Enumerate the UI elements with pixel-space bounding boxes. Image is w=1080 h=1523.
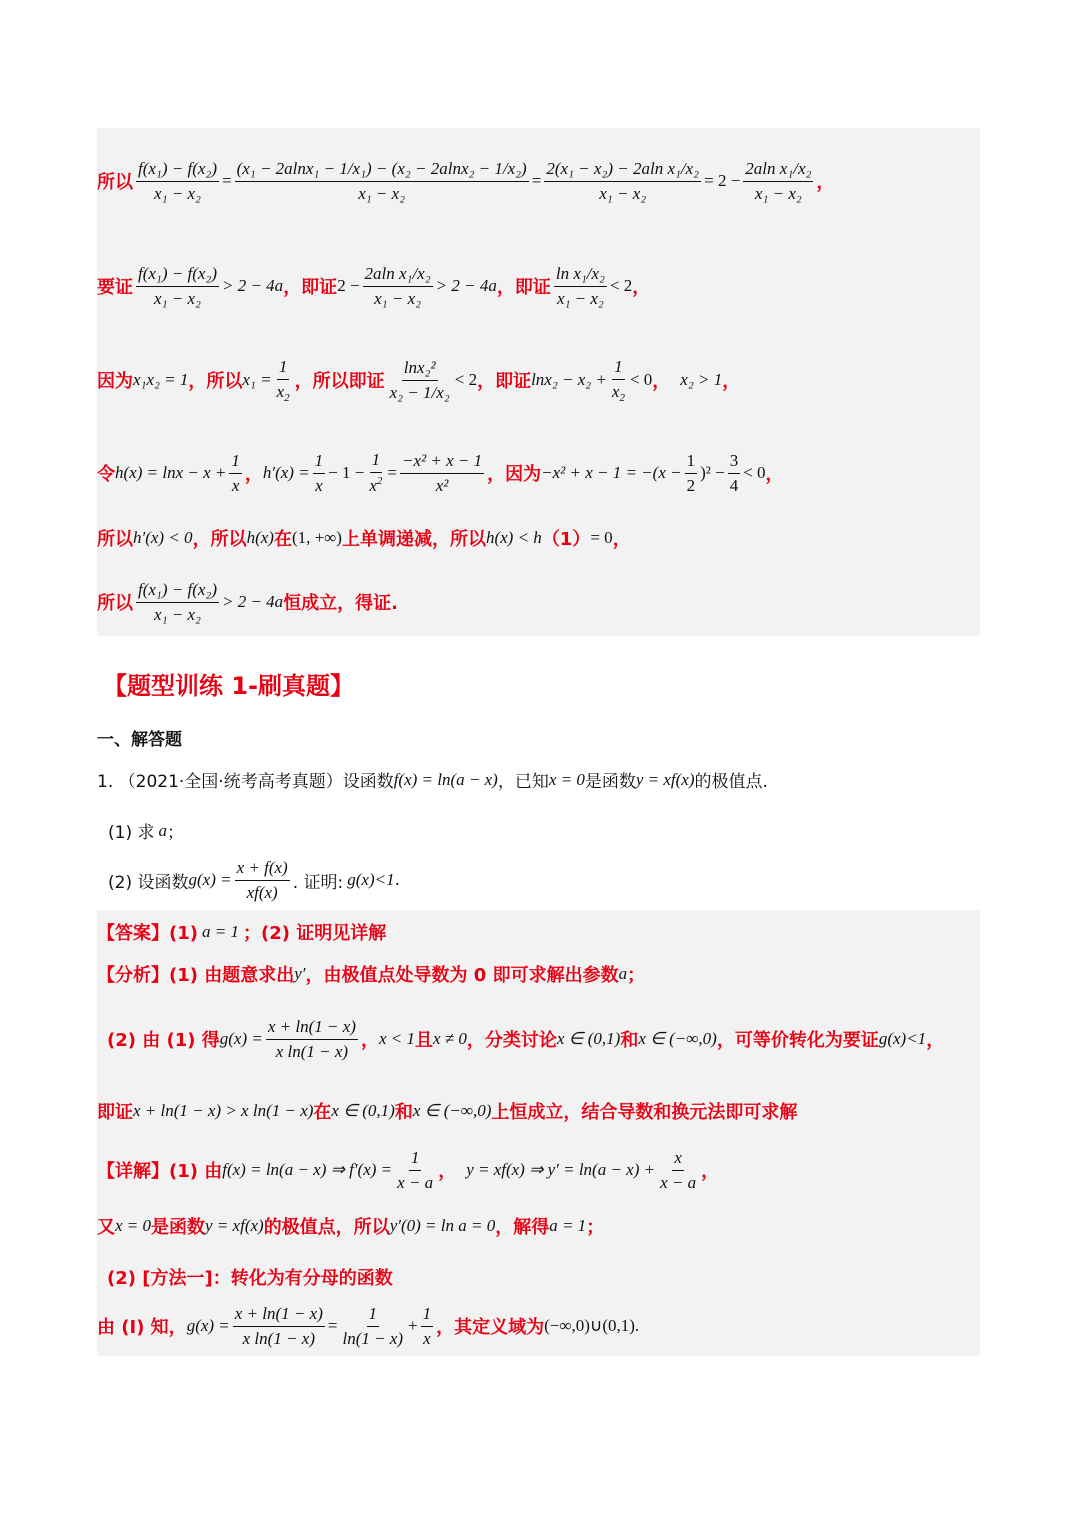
text-lead: 所以 (97, 172, 133, 193)
fraction: $\frac{1}{x^2}$ (369, 450, 383, 495)
fraction: $\frac{1}{x}$ (231, 450, 240, 495)
fraction-denominator: x₁ − x₂ (358, 183, 406, 203)
text: 令 (97, 464, 115, 485)
punct: ， (652, 371, 671, 392)
math-expr: < 0 (629, 370, 653, 389)
text: ，可等价转化为要证 (716, 1030, 879, 1051)
math-expr: < 2 (609, 276, 633, 295)
text: ，其定义域为 (436, 1317, 545, 1338)
text: ，因为 (487, 464, 542, 485)
answer-line (97, 914, 386, 950)
punct: ， (765, 464, 784, 485)
text: ，即证 (477, 371, 532, 392)
math-expr: + (408, 1316, 418, 1335)
text: ，已知 (497, 772, 549, 792)
fraction: $\frac{1}{x_2}$ (276, 356, 290, 404)
math-expr: h(x) (246, 528, 274, 547)
math-expr: > 2 − 4a (435, 276, 497, 295)
text: ； (586, 1217, 605, 1238)
math-expr: g(x)<1 (878, 1029, 927, 1048)
fraction-numerator: −x² + x − 1 (400, 451, 484, 474)
fraction-denominator: x (423, 1328, 431, 1348)
question-2 (108, 854, 400, 906)
math-expr: x₂ > 1 (680, 370, 723, 389)
fraction-denominator: x₁ − x₂ (374, 288, 422, 308)
question-1 (108, 818, 184, 843)
fraction-right (743, 159, 813, 204)
text: 在 (273, 529, 292, 550)
math-expr: > 2 − 4a (221, 592, 284, 611)
fraction-denominator: x − a (397, 1172, 434, 1192)
fraction (400, 451, 484, 496)
text: ，所以 (192, 529, 247, 550)
text: 在 (313, 1102, 332, 1123)
fraction (233, 1304, 325, 1349)
proof-line-1: 所以 $\frac{\text{f(x₁) − f(x₂)}}{\text{x₁ − x₂}}$ = $\frac{\text{(x₁ − 2alnx₁ − 1/x₁) − (x₂ − 2alnx₂ − 1/x₂)}}{\text{x₁ − x₂}}$ = $\frac{\text{2(x₁ − x₂) − 2aln x₁/x₂}}{\text{x₁ − x₂}}$ = 2 − $\frac{\text{2aln x₁/x₂}}{\text{x₁ − x₂}}$ ， (97, 158, 835, 203)
fraction (421, 1304, 434, 1349)
math-expr: . (634, 1316, 640, 1335)
text: 【分析】(1) 由题意求出 (97, 965, 295, 986)
fraction-denominator: x ln(1 − x) (242, 1328, 315, 1348)
text: 因为 (97, 371, 133, 392)
fraction-numerator: 2aln x₁/x₂ (743, 159, 813, 182)
text: ， (926, 1030, 945, 1051)
punct: ， (632, 277, 651, 298)
math-expr: < 2 (454, 370, 478, 389)
math-expr: < 0 (743, 463, 766, 482)
fraction: $\frac{1}{x_2}$ (611, 356, 625, 404)
math-expr: = 2 − (704, 171, 741, 190)
math-expr: x ∈ (0,1) (331, 1101, 395, 1120)
text: 的极值点，所以 (263, 1217, 390, 1238)
math-expr: (−∞,0)∪(0,1) (544, 1316, 635, 1335)
fraction-numerator: f(x₁) − f(x₂) (136, 580, 219, 603)
text: 1. （2021·全国·统考高考真题）设函数 (97, 772, 394, 792)
fraction-numerator: 2(x₁ − x₂) − 2aln x₁/x₂ (544, 159, 701, 182)
text: 和 (620, 1030, 639, 1051)
text: 由 (I) 知， (97, 1317, 187, 1338)
fraction: $\frac{3}{4}$ (729, 450, 739, 495)
math-expr: (1, +∞) (291, 528, 342, 547)
fraction-numerator: ln x₁/x₂ (554, 264, 607, 287)
text: 上单调递减，所以 (341, 529, 486, 550)
text: （1） (541, 529, 591, 550)
fraction-numerator: 1 (421, 1304, 434, 1327)
fraction-numerator: 1 (409, 1148, 422, 1171)
analysis-line-2 (107, 1008, 944, 1070)
text: 和 (394, 1102, 413, 1123)
math-expr: lnx₂ − x₂ + (531, 370, 607, 389)
math-expr: a = 1 (201, 922, 239, 941)
proof-line-2 (97, 240, 650, 332)
math-expr: g(x) = (219, 1029, 263, 1048)
text: 的极值点. (694, 772, 768, 792)
analysis-line-1 (97, 956, 645, 992)
fraction-numerator: lnx₂² (402, 358, 438, 381)
fraction-numerator: x + ln(1 − x) (266, 1017, 358, 1040)
math-expr: y′(0) = ln a = 0 (389, 1216, 496, 1235)
text: . (394, 870, 400, 890)
fraction-numerator: f(x₁) − f(x₂) (136, 264, 219, 287)
fraction-numerator: x + ln(1 − x) (233, 1304, 325, 1327)
proof-line-6 (97, 574, 398, 630)
text: ，即证 (283, 277, 338, 298)
fraction-numerator: (x₁ − 2alnx₁ − 1/x₁) − (x₂ − 2alnx₂ − 1/x₂) (235, 159, 529, 182)
text: ； (166, 823, 184, 843)
math-expr: h(x) = lnx − x + (115, 463, 227, 482)
punct: ， (722, 371, 741, 392)
detail-line-3 (97, 1300, 639, 1352)
fraction-denominator: x₁ − x₂ (754, 183, 802, 203)
math-expr: = 0 (590, 528, 613, 547)
fraction: $\frac{1}{x}$ (314, 450, 324, 495)
math-expr: = (327, 1316, 338, 1335)
proof-line-4: 令 h(x) = lnx − x + $\frac{1}{x}$ ， h′(x) = $\frac{1}{x}$ − 1 − $\frac{1}{x^2}$ = $\frac{\text{−x² + x − 1}}{\text{x²}}$ ，因为 −x² + x − 1 = −(x − $\frac{1}{2}$ )² − $\frac{3}{4}$ < 0 ， (97, 450, 784, 495)
math-expr: a (158, 820, 167, 840)
text: ， (360, 1030, 379, 1051)
math-expr: x < 1 (378, 1029, 415, 1048)
proof-line-5 (97, 520, 631, 556)
text: ，所以即证 (294, 371, 385, 392)
fraction-denominator: x₁ − x₂ (154, 604, 201, 624)
fraction (235, 858, 290, 903)
math-expr: − 1 − (328, 463, 365, 482)
math-expr: f(x) = ln(a − x) (393, 769, 498, 789)
proof-line-3 (97, 340, 740, 420)
fraction-lhs (136, 264, 219, 309)
math-expr: x₁ = (242, 370, 272, 389)
text: . 证明: (292, 872, 344, 893)
detail-line-1 (97, 1142, 719, 1198)
analysis-line-3 (97, 1093, 797, 1129)
fraction-lhs (136, 580, 219, 625)
fraction-denominator: x − a (660, 1172, 697, 1192)
fraction (658, 1148, 698, 1193)
fraction (395, 1148, 435, 1193)
math-expr: 2 − (337, 276, 360, 295)
text: 所以 (97, 529, 133, 550)
text: ； (627, 965, 646, 986)
math-expr: y = xf(x) (205, 1216, 264, 1235)
text: (2) 设函数 (108, 872, 189, 893)
math-expr: g(x) = (186, 1316, 230, 1335)
fraction (388, 358, 452, 403)
text: 且 (414, 1030, 433, 1051)
fraction-mid-2 (544, 159, 701, 204)
math-expr: y = xf(x) ⇒ y′ = ln(a − x) + (466, 1160, 656, 1179)
fraction-denominator: ln(1 − x) (342, 1328, 404, 1348)
math-expr: y′ (294, 964, 306, 983)
math-expr: x ∈ (−∞,0) (638, 1029, 717, 1048)
fraction-denominator: x₂ − 1/x₂ (389, 382, 450, 402)
math-expr: )² − (700, 463, 725, 482)
fraction-denominator: x₁ − x₂ (154, 183, 201, 203)
solution-block (97, 910, 980, 1356)
method-title (107, 1260, 393, 1294)
fraction-lhs (136, 159, 219, 204)
math-expr: x + ln(1 − x) > x ln(1 − x) (133, 1101, 314, 1120)
fraction-denominator: x² (435, 475, 449, 495)
math-expr: x₁x₂ = 1 (133, 370, 189, 389)
text: ，由极值点处导数为 0 即可求解出参数 (305, 965, 619, 986)
fraction (363, 264, 433, 309)
math-expr: y = xf(x) (635, 769, 695, 789)
fraction-numerator: 1 (367, 1304, 380, 1327)
fraction-mid-1 (235, 159, 529, 204)
math-expr: x = 0 (115, 1216, 152, 1235)
math-expr: f(x) = ln(a − x) ⇒ f′(x) = (222, 1160, 393, 1179)
math-expr: x ∈ (0,1) (556, 1029, 621, 1048)
text: 即证 (97, 1102, 133, 1123)
text: 上恒成立，结合导数和换元法即可求解 (491, 1102, 798, 1123)
text: 要证 (97, 277, 133, 298)
math-expr: g(x)<1 (347, 870, 395, 889)
text: 是函数 (151, 1217, 206, 1238)
fraction: $\frac{1}{2}$ (686, 450, 696, 495)
subsection-title: 一、解答题 (97, 730, 182, 750)
math-expr: > 2 − 4a (221, 276, 284, 295)
fraction (340, 1304, 405, 1349)
punct: ， (816, 172, 835, 193)
math-expr: x = 0 (548, 769, 585, 789)
fraction-numerator: f(x₁) − f(x₂) (136, 159, 219, 182)
math-expr: x ∈ (−∞,0) (412, 1101, 492, 1120)
section-heading: 【题型训练 1-刷真题】 (103, 672, 355, 700)
punct: ， (612, 529, 631, 550)
math-expr: −x² + x − 1 = −(x − (541, 463, 682, 482)
fraction-denominator: x₁ − x₂ (154, 288, 201, 308)
math-expr: x ≠ 0 (432, 1029, 467, 1048)
text: (2) [方法一]：转化为有分母的函数 (107, 1268, 393, 1289)
fraction-numerator: x + f(x) (235, 858, 290, 881)
text: 【详解】(1) 由 (97, 1161, 223, 1182)
fraction-denominator: x₁ − x₂ (556, 288, 604, 308)
text: ，解得 (495, 1217, 550, 1238)
detail-line-2 (97, 1208, 604, 1244)
fraction-numerator: x (672, 1148, 684, 1171)
text: (2) 由 (1) 得 (107, 1030, 220, 1051)
text: ， (701, 1161, 720, 1182)
text: 恒成立，得证. (283, 593, 399, 614)
punct: ， (244, 464, 263, 485)
math-expr: h′(x) = (262, 463, 310, 482)
math-expr: a (618, 964, 628, 983)
problem-stem (97, 767, 768, 792)
fraction-denominator: x ln(1 − x) (275, 1041, 349, 1061)
text: 又 (97, 1217, 115, 1238)
math-expr: h(x) < h (485, 528, 542, 547)
proof-block-1 (97, 128, 980, 636)
text: ，即证 (496, 277, 551, 298)
text: (1) 求 (108, 823, 155, 843)
text: ；(2) 证明见详解 (242, 923, 387, 944)
fraction-denominator: xf(x) (246, 882, 278, 902)
math-expr: h′(x) < 0 (133, 528, 193, 547)
fraction (266, 1017, 358, 1062)
text: 【答案】(1) (97, 923, 198, 944)
text: 是函数 (584, 772, 636, 792)
text: ，所以 (188, 371, 243, 392)
fraction-numerator: 2aln x₁/x₂ (363, 264, 433, 287)
text: 所以 (97, 593, 133, 614)
text: ， (438, 1161, 457, 1182)
fraction (554, 264, 607, 309)
text: ，分类讨论 (466, 1030, 557, 1051)
math-expr: a = 1 (549, 1216, 587, 1235)
fraction-denominator: x₁ − x₂ (599, 183, 647, 203)
math-expr: g(x) = (188, 870, 232, 889)
